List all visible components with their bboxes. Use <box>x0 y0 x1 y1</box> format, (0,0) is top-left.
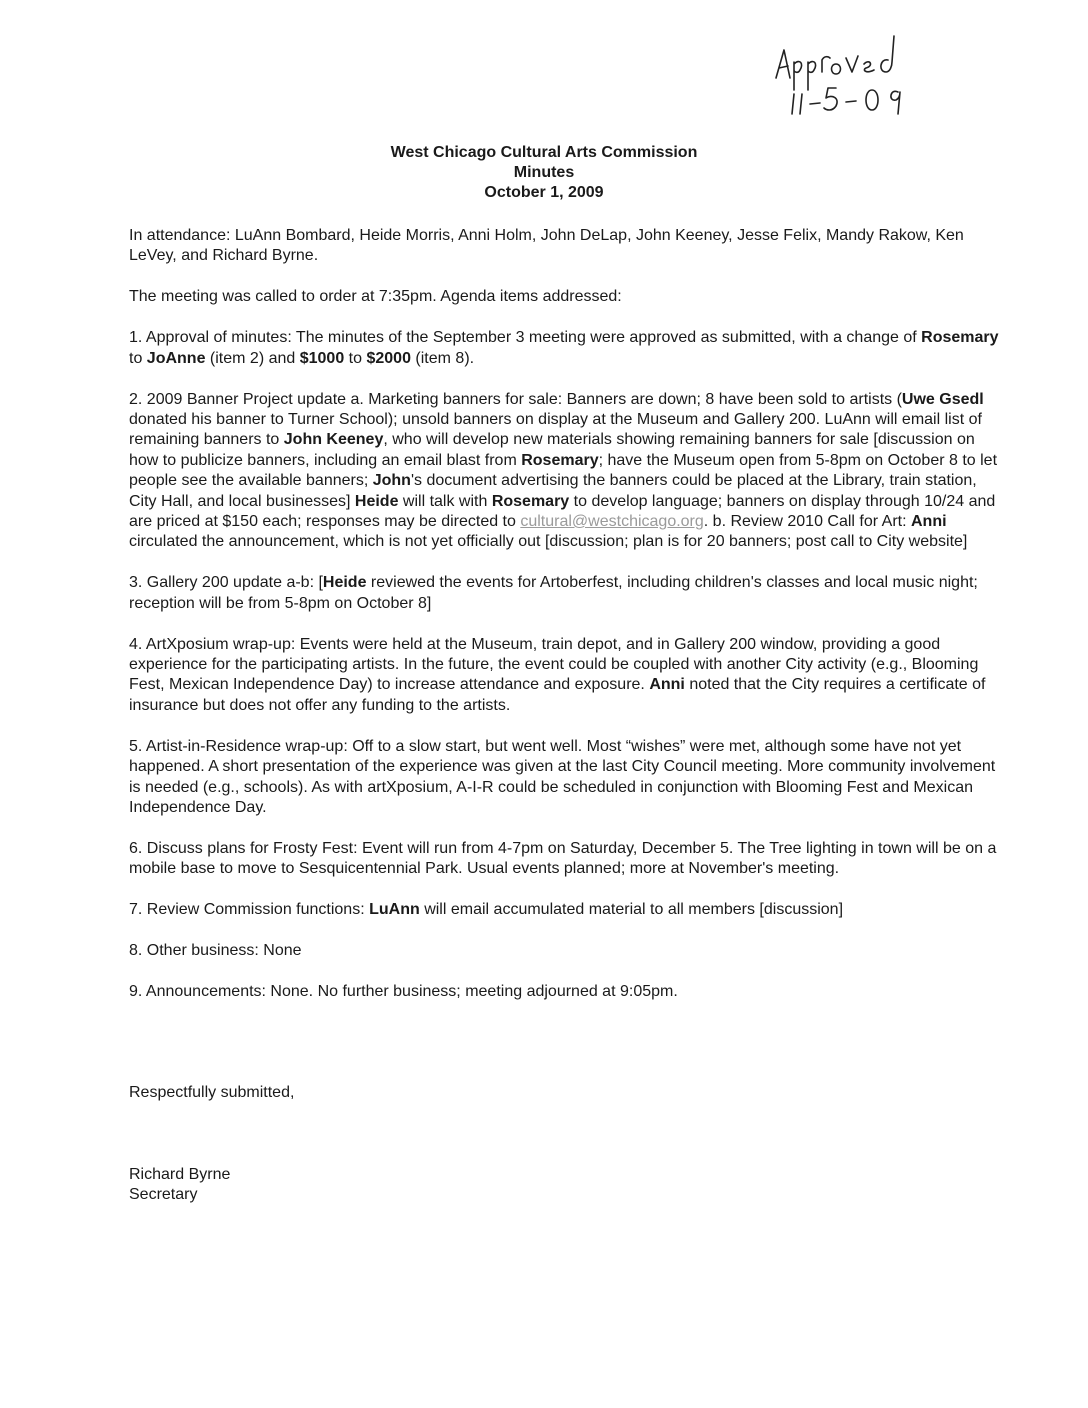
item-text: ; have the Museum open from 5-8pm on October 8 to let people see the available banners; <box>129 451 998 490</box>
bold-name: Uwe Gsedl <box>901 390 984 408</box>
item-text: 1. Approval of minutes: The minutes of the September 3 meeting were approved as submitted, with a change of <box>129 329 922 347</box>
item-text: noted that the City requires a certificate of insurance but does not offer any funding to the artists. <box>129 676 986 714</box>
approval-handwritten-stamp <box>770 28 930 120</box>
bold-name: Anni <box>649 676 685 694</box>
signatory-name: Richard Byrne <box>129 1166 231 1183</box>
item-7-commission-functions <box>129 900 999 920</box>
bold-name: John <box>372 472 411 490</box>
bold-name: LuAnn <box>369 901 420 919</box>
item-text: 's document advertising the banners could be placed at the Library, train station, City Hall, and local businesses] <box>129 472 977 510</box>
item-text: 3. Gallery 200 update a-b: [ <box>129 574 323 592</box>
document-type: Minutes <box>513 164 575 181</box>
bold-name: Rosemary <box>921 329 999 347</box>
bold-name: Heide <box>354 492 399 510</box>
closing-line: Respectfully submitted, <box>129 1084 295 1101</box>
item-text: will talk with <box>398 492 492 510</box>
call-to-order-paragraph: The meeting was called to order at 7:35pm. Agenda items addressed: <box>129 288 622 306</box>
item-text: to <box>344 349 367 367</box>
item-text: (item 2) and <box>205 349 300 367</box>
item-text: 4. ArtXposium wrap-up: Events were held at the Museum, train depot, and in Gallery 200 window, providing a good experience for the participating artists. In the future, the event could be coupled with another City activity (e.g., Blooming Fest, Mexican Independence Day) to increase attendance and exposure. <box>129 635 979 694</box>
item-5-artist-in-residence: 5. Artist-in-Residence wrap-up: Off to a slow start, but went well. Most “wishes” were met, although some have not yet happened. A short presentation of the experience was given at the last City Council meeting. More community involvement is needed (e.g., schools). As with artXposium, A-I-R could be scheduled in conjunction with Blooming Fest and Mexican Independence Day. <box>129 737 996 816</box>
attendance-paragraph: In attendance: LuAnn Bombard, Heide Morris, Anni Holm, John DeLap, John Keeney, Jesse Felix, Mandy Rakow, Ken LeVey, and Richard Byrne. <box>129 227 964 265</box>
item-text: 2. 2009 Banner Project update a. Marketing banners for sale: Banners are down; 8 have been sold to artists ( <box>129 390 902 408</box>
document-header <box>0 143 1088 203</box>
item-text: . b. Review 2010 Call for Art: <box>703 512 911 530</box>
bold-name: JoAnne <box>146 349 206 367</box>
item-text: to develop language; banners on display through 10/24 and are priced at $150 each; responses may be directed to <box>129 492 996 530</box>
item-text: circulated the announcement, which is not yet officially out [discussion; plan is for 20 banners; post call to City website] <box>129 533 968 551</box>
signatory-title: Secretary <box>129 1186 198 1203</box>
item-8-other-business: 8. Other business: None <box>129 942 302 960</box>
minutes-body <box>129 226 999 1023</box>
item-text: (item 8). <box>410 349 475 367</box>
meeting-date: October 1, 2009 <box>484 184 604 201</box>
item-text: donated his banner to Turner School); unsold banners on display at the Museum and Gallery 200. LuAnn will email list of remaining banners to <box>129 410 982 449</box>
bold-name: John Keeney <box>283 431 384 449</box>
item-text: to <box>129 349 147 367</box>
email-link[interactable]: cultural@westchicago.org <box>520 512 704 530</box>
item-text: reviewed the events for Artoberfest, including children's classes and local music night; reception will be from 5-8pm on October 8] <box>129 574 978 612</box>
item-1-approval-of-minutes <box>129 328 999 369</box>
item-text: will email accumulated material to all members [discussion] <box>419 901 844 919</box>
bold-name: Anni <box>910 512 947 530</box>
bold-name: Rosemary <box>491 492 570 510</box>
item-text: , who will develop new materials showing remaining banners for sale [discussion on how to publicize banners, including an email blast from <box>129 431 975 469</box>
item-4-artxposium <box>129 635 999 717</box>
organization-title: West Chicago Cultural Arts Commission <box>390 144 698 161</box>
item-3-gallery-200 <box>129 573 999 614</box>
item-6-frosty-fest: 6. Discuss plans for Frosty Fest: Event will run from 4-7pm on Saturday, December 5. The Tree lighting in town will be on a mobile base to move to Sesquicentennial Park. Usual events planned; more at November's meeting. <box>129 839 997 878</box>
item-9-announcements: 9. Announcements: None. No further business; meeting adjourned at 9:05pm. <box>129 982 678 1000</box>
bold-amount: $2000 <box>366 349 411 367</box>
handwriting-image <box>770 28 930 120</box>
bold-amount: $1000 <box>299 349 345 367</box>
signature-block <box>129 1165 230 1205</box>
item-2-banner-project <box>129 390 999 553</box>
item-text: 7. Review Commission functions: <box>129 901 370 919</box>
bold-name: Heide <box>322 574 367 592</box>
bold-name: Rosemary <box>521 451 599 469</box>
